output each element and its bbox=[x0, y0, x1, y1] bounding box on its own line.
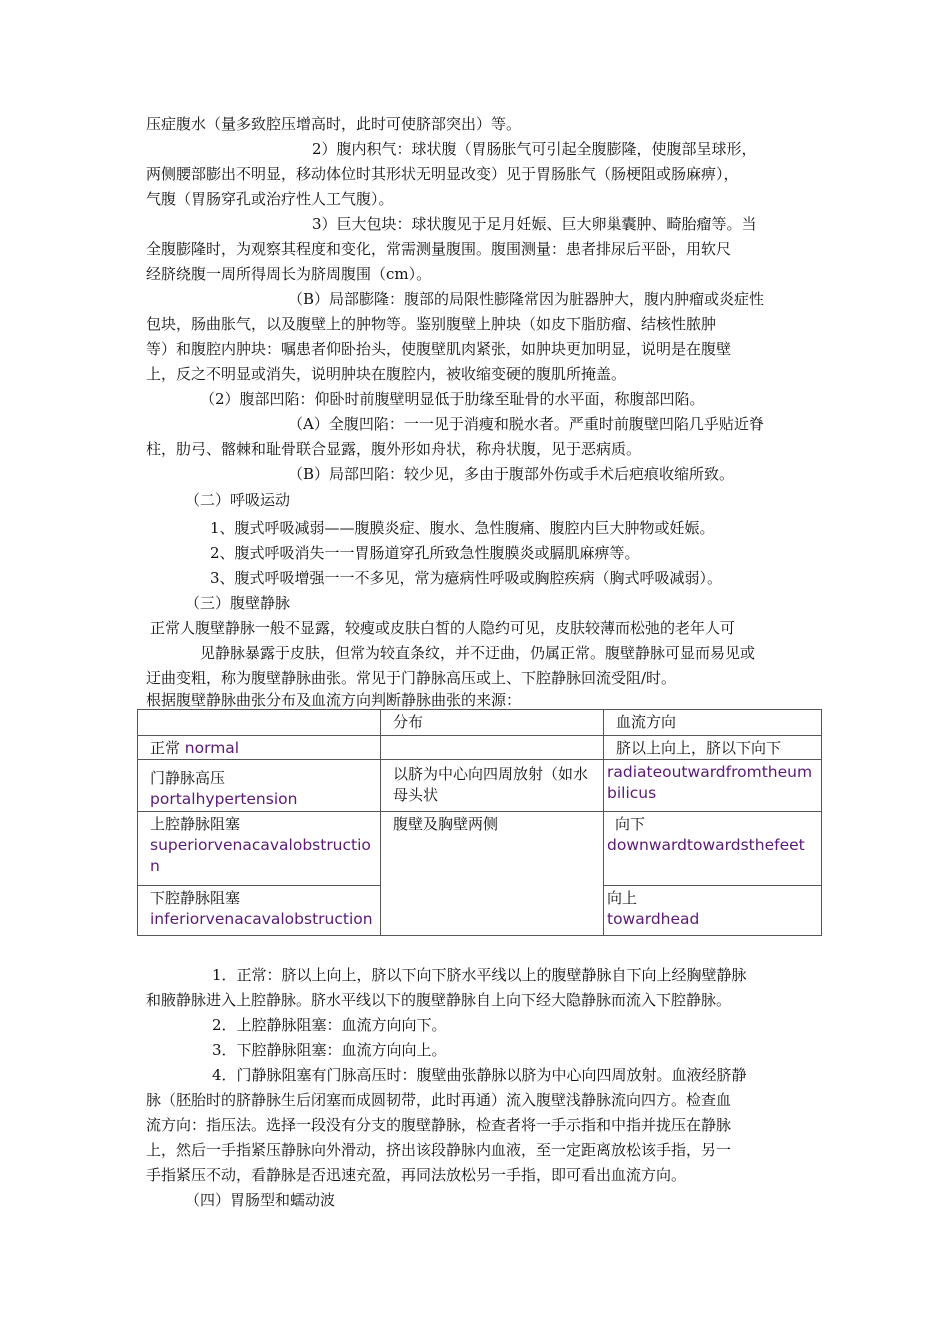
text-line: 1．正常：脐以上向上，脐以下向下脐水平线以上的腹壁静脉自下向上经胸壁静脉 bbox=[212, 966, 747, 984]
text-line: 脉（胚胎时的脐静脉生后闭塞而成圆韧带，此时再通）流入腹壁浅静脉流向四方。检查血 bbox=[146, 1091, 732, 1109]
flow-en: radiateoutwardfromtheumbilicus bbox=[607, 763, 813, 802]
text-line: 迂曲变粗，称为腹壁静脉曲张。常见于门静脉高压或上、下腔静脉回流受阻/时。 bbox=[146, 669, 677, 687]
row-label-en: inferiorvenacavalobstruction bbox=[150, 910, 373, 928]
text-line: 正常人腹壁静脉一般不显露，较瘦或皮肤白皙的人隐约可见，皮肤较薄而松弛的老年人可 bbox=[150, 619, 736, 637]
flow-en: towardhead bbox=[607, 910, 700, 928]
flow-cn: 向下 bbox=[615, 815, 646, 833]
text-line: 柱，肋弓、髂棘和耻骨联合显露，腹外形如舟状，称舟状腹，见于恶病质。 bbox=[146, 440, 642, 458]
text-line: 和腋静脉进入上腔静脉。脐水平线以下的腹壁静脉自上向下经大隐静脉而流入下腔静脉。 bbox=[146, 991, 732, 1009]
table-cell bbox=[138, 760, 381, 812]
text-line: （2）腹部凹陷：仰卧时前腹壁明显低于肋缘至耻骨的水平面，称腹部凹陷。 bbox=[200, 390, 705, 408]
text-line: 3．下腔静脉阻塞：血流方向向上。 bbox=[212, 1041, 447, 1059]
text-line: 2）腹内积气：球状腹（胃肠胀气可引起全腹膨隆，使腹部呈球形， bbox=[312, 140, 757, 158]
row-label-cn: 正常 bbox=[150, 739, 181, 757]
table-cell bbox=[138, 886, 381, 936]
text-line: 流方向：指压法。选择一段没有分支的腹壁静脉，检查者将一手示指和中指并拢压在静脉 bbox=[146, 1116, 732, 1134]
text-line: 上，反之不明显或消失，说明肿块在腹腔内，被收缩变硬的腹肌所掩盖。 bbox=[146, 365, 627, 383]
text-line: 1、腹式呼吸减弱——腹膜炎症、腹水、急性腹痛、腹腔内巨大肿物或妊娠。 bbox=[210, 519, 715, 537]
table-cell bbox=[138, 736, 381, 760]
table-cell bbox=[604, 760, 822, 812]
table-row bbox=[138, 760, 822, 812]
text-line: 根据腹壁静脉曲张分布及血流方向判断静脉曲张的来源： bbox=[146, 691, 522, 709]
text-line: 4．门静脉阻塞有门脉高压时：腹壁曲张静脉以脐为中心向四周放射。血液经脐静 bbox=[212, 1066, 747, 1084]
text-line: 等）和腹腔内肿块：嘱患者仰卧抬头，使腹壁肌肉紧张，如肿块更加明显，说明是在腹壁 bbox=[146, 340, 732, 358]
text-line: 手指紧压不动，看静脉是否迅速充盈，再同法放松另一手指，即可看出血流方向。 bbox=[146, 1166, 687, 1184]
table-row bbox=[138, 812, 822, 886]
table-cell bbox=[604, 886, 822, 936]
flow-cn: 向上 bbox=[607, 889, 638, 907]
flow-en: downwardtowardsthefeet bbox=[607, 836, 805, 854]
section-heading: （三）腹壁静脉 bbox=[185, 594, 291, 612]
table-cell bbox=[138, 812, 381, 886]
text-line: 经脐绕腹一周所得周长为脐周腹围（cm）。 bbox=[146, 265, 432, 283]
table-row bbox=[138, 736, 822, 760]
row-label-cn: 下腔静脉阻塞 bbox=[150, 889, 241, 907]
flow-cn: 脐以上向上，脐以下向下 bbox=[616, 739, 782, 757]
text-line: 上，然后一手指紧压静脉向外滑动，挤出该段静脉内血液，至一定距离放松该手指，另一 bbox=[146, 1141, 732, 1159]
text-line: （A）全腹凹陷：一一见于消瘦和脱水者。严重时前腹壁凹陷几乎贴近脊 bbox=[288, 415, 764, 433]
table-cell bbox=[381, 736, 604, 760]
row-label-en: normal bbox=[184, 739, 240, 757]
text-line: （B）局部膨隆：腹部的局限性膨隆常因为脏器肿大，腹内肿瘤或炎症性 bbox=[288, 290, 765, 308]
vein-table bbox=[137, 709, 822, 936]
row-label-cn: 上腔静脉阻塞 bbox=[150, 815, 241, 833]
text-line: 压症腹水（量多致腔压增高时，此时可使脐部突出）等。 bbox=[146, 115, 522, 133]
table-header-cell: 血流方向 bbox=[604, 710, 822, 736]
text-line: 全腹膨隆时，为观察其程度和变化，常需测量腹围。腹围测量：患者排尿后平卧，用软尺 bbox=[146, 240, 732, 258]
text-line: 包块，肠曲胀气，以及腹壁上的肿物等。鉴别腹壁上肿块（如皮下脂肪瘤、结核性脓肿 bbox=[146, 315, 717, 333]
text-line: 气腹（胃肠穿孔或治疗性人工气腹）。 bbox=[146, 190, 394, 208]
text-line: 3）巨大包块：球状腹见于足月妊娠、巨大卵巢囊肿、畸胎瘤等。当 bbox=[312, 215, 757, 233]
table-cell: 以脐为中心向四周放射（如水母头状 bbox=[381, 760, 604, 812]
table-cell: 腹壁及胸壁两侧 bbox=[381, 812, 604, 936]
row-label-cn: 门静脉高压 bbox=[150, 769, 226, 787]
section-heading: （二）呼吸运动 bbox=[185, 491, 291, 509]
text-line: 3、腹式呼吸增强一一不多见，常为癔病性呼吸或胸腔疾病（胸式呼吸减弱）。 bbox=[210, 569, 723, 587]
table-header-cell: 分布 bbox=[381, 710, 604, 736]
table-header-row bbox=[138, 710, 822, 736]
section-heading: （四）胃肠型和蠕动波 bbox=[185, 1191, 336, 1209]
table-cell bbox=[604, 736, 822, 760]
row-label-en: portalhypertension bbox=[150, 790, 298, 808]
text-line: 两侧腰部膨出不明显，移动体位时其形状无明显改变）见于胃肠胀气（肠梗阻或肠麻痹）， bbox=[146, 165, 739, 183]
text-line: 2．上腔静脉阻塞：血流方向向下。 bbox=[212, 1016, 447, 1034]
text-line: 见静脉暴露于皮肤，但常为较直条纹，并不迂曲，仍属正常。腹壁静脉可显而易见或 bbox=[200, 644, 756, 662]
table-cell bbox=[604, 812, 822, 886]
text-line: 2、腹式呼吸消失一一胃肠道穿孔所致急性腹膜炎或膈肌麻痹等。 bbox=[210, 544, 640, 562]
row-label-en: superiorvenacavalobstruction bbox=[150, 836, 371, 875]
text-line: （B）局部凹陷：较少见，多由于腹部外伤或手术后疤痕收缩所致。 bbox=[288, 465, 735, 483]
table-header-cell bbox=[138, 710, 381, 736]
